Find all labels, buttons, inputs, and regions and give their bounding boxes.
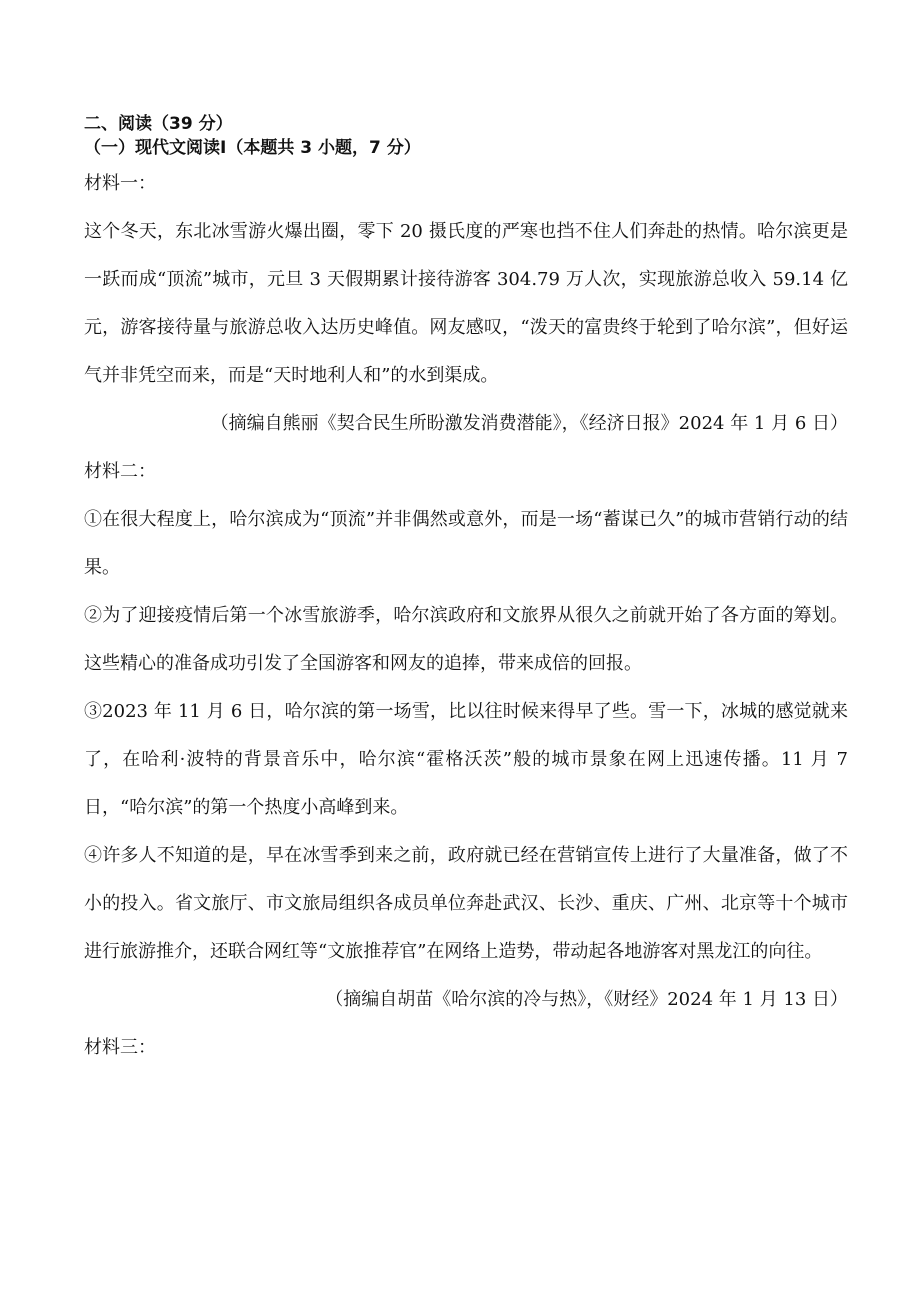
material-2-paragraph-4: ④许多人不知道的是，早在冰雪季到来之前，政府就已经在营销宣传上进行了大量准备，做了不小的投入。省文旅厅、市文旅局组织各成员单位奔赴武汉、长沙、重庆、广州、北京等十个城市进行旅游推介，还联合网红等“文旅推荐官”在网络上造势，带动起各地游客对黑龙江的向往。: [84, 845, 848, 962]
material-1-paragraph: 这个冬天，东北冰雪游火爆出圈，零下 20 摄氏度的严寒也挡不住人们奔赴的热情。哈尔滨更是一跃而成“顶流”城市，元旦 3 天假期累计接待游客 304.79 万人次，实现旅游总收入 59.14 亿元，游客接待量与旅游总收入达历史峰值。网友感叹，“泼天的富贵终于轮到了哈尔滨”，但好运气并非凭空而来，而是“天时地利人和”的水到渠成。: [84, 221, 848, 386]
material-2-paragraph-2: ②为了迎接疫情后第一个冰雪旅游季，哈尔滨政府和文旅界从很久之前就开始了各方面的筹划。这些精心的准备成功引发了全国游客和网友的追捧，带来成倍的回报。: [84, 605, 848, 674]
material-2-paragraph-1: ①在很大程度上，哈尔滨成为“顶流”并非偶然或意外，而是一场“蓄谋已久”的城市营销行动的结果。: [84, 509, 848, 578]
material-2-label: 材料二：: [84, 461, 156, 482]
document-page: [84, 112, 848, 1072]
subsection-title: （一）现代文阅读Ⅰ（本题共 3 小题，7 分）: [84, 138, 421, 158]
material-3-label: 材料三：: [84, 1037, 156, 1058]
material-1-source: （摘编自熊丽《契合民生所盼激发消费潜能》，《经济日报》2024 年 1 月 6 日）: [210, 413, 848, 434]
section-title: 二、阅读（39 分）: [84, 114, 233, 134]
material-1-label: 材料一：: [84, 173, 156, 194]
material-2-paragraph-3: ③2023 年 11 月 6 日，哈尔滨的第一场雪，比以往时候来得早了些。雪一下，冰城的感觉就来了，在哈利·波特的背景音乐中，哈尔滨“霍格沃茨”般的城市景象在网上迅速传播。11 月 7 日，“哈尔滨”的第一个热度小高峰到来。: [84, 701, 848, 818]
material-2-source: （摘编自胡苗《哈尔滨的冷与热》，《财经》2024 年 1 月 13 日）: [325, 989, 848, 1010]
